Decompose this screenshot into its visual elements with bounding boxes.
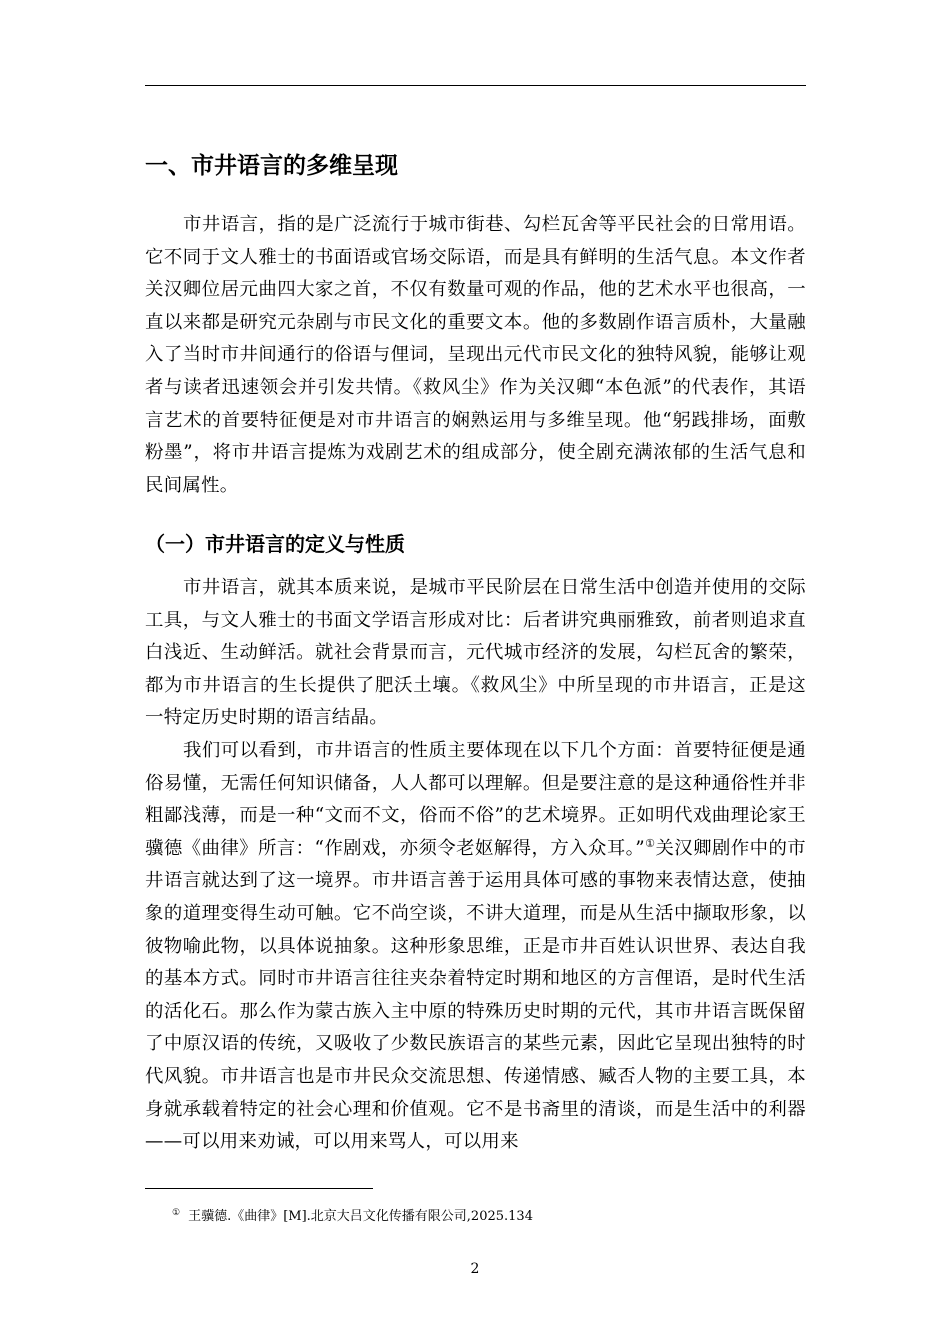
body-paragraph-2: 市井语言，就其本质来说，是城市平民阶层在日常生活中创造并使用的交际工具，与文人雅士的书面文学语言形成对比：后者讲究典丽雅致，前者则追求直白浅近、生动鲜活。就社会背景而言，元代城市经济的发展，勾栏瓦舍的繁荣，都为市井语言的生长提供了肥沃土壤。《救风尘》中所呈现的市井语言，正是这一特定历史时期的语言结晶。 (145, 577, 806, 729)
section-heading: 一、市井语言的多维呈现 (145, 153, 398, 179)
header-rule (145, 85, 806, 86)
paragraph-3-part-1: 我们可以看到，市井语言的性质主要体现在以下几个方面：首要特征便是通俗易懂，无需任何知识储备，人人都可以理解。但是要注意的是这种通俗性并非粗鄙浅薄，而是一种“文而不文，俗而不俗”的艺术境界。正如明代戏曲理论家王骥德《曲律》所言：“作剧戏，亦须令老妪解得，方入众耳。” (145, 740, 806, 859)
page-number: 2 (470, 1261, 480, 1277)
paragraph-3-part-2: 关汉卿剧作中的市井语言就达到了这一境界。市井语言善于运用具体可感的事物来表情达意，使抽象的道理变得生动可触。它不尚空谈，不讲大道理，而是从生活中撷取形象，以彼物喻此物，以具体说抽象。这种形象思维，正是市井百姓认识世界、表达自我的基本方式。同时市井语言往往夹杂着特定时期和地区的方言俚语，是时代生活的活化石。那么作为蒙古族入主中原的特殊历史时期的元代，其市井语言既保留了中原汉语的传统，又吸收了少数民族语言的某些元素，因此它呈现出独特的时代风貌。市井语言也是市井民众交流思想、传递情感、臧否人物的主要工具，本身就承载着特定的社会心理和价值观。它不是书斋里的清谈，而是生活中的利器——可以用来劝诫，可以用来骂人，可以用来 (145, 837, 806, 1153)
subsection-heading: （一）市井语言的定义与性质 (145, 532, 405, 556)
footnote-separator (145, 1188, 373, 1189)
footnote-reference-mark[interactable]: ① (645, 836, 656, 850)
footnote-text: 王骥德.《曲律》[M].北京大吕文化传播有限公司,2025.134 (188, 1209, 533, 1224)
body-paragraph-3 (145, 735, 806, 1159)
footnote (172, 1207, 533, 1227)
footnote-number: ① (172, 1207, 181, 1218)
body-paragraph-1: 市井语言，指的是广泛流行于城市街巷、勾栏瓦舍等平民社会的日常用语。它不同于文人雅士的书面语或官场交际语，而是具有鲜明的生活气息。本文作者关汉卿位居元曲四大家之首，不仅有数量可观的作品，他的艺术水平也很高，一直以来都是研究元杂剧与市民文化的重要文本。他的多数剧作语言质朴，大量融入了当时市井间通行的俗语与俚词，呈现出元代市民文化的独特风貌，能够让观者与读者迅速领会并引发共情。《救风尘》作为关汉卿“本色派”的代表作，其语言艺术的首要特征便是对市井语言的娴熟运用与多维呈现。他“躬践排场，面敷粉墨”，将市井语言提炼为戏剧艺术的组成部分，使全剧充满浓郁的生活气息和民间属性。 (145, 214, 806, 496)
